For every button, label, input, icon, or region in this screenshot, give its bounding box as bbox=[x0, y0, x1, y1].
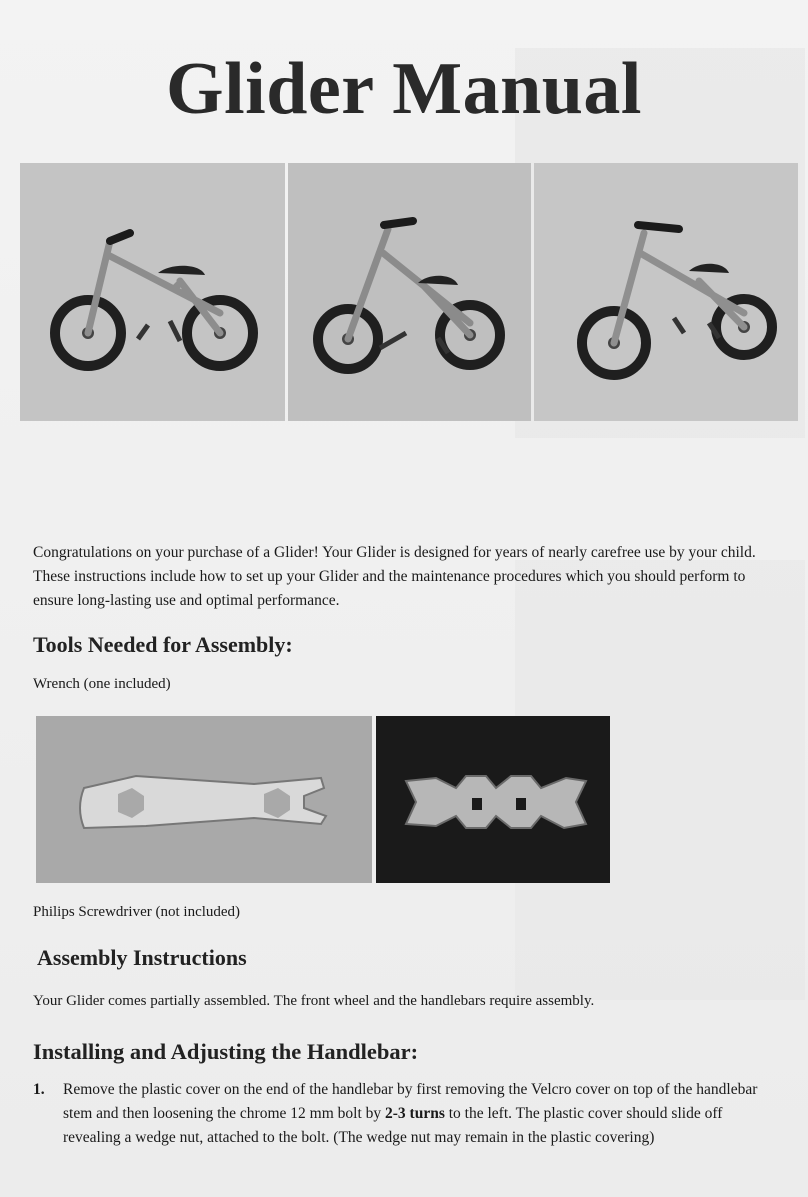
balance-bike-illustration bbox=[534, 163, 798, 421]
double-ended-wrench-photo bbox=[36, 716, 372, 883]
balance-bike-illustration bbox=[288, 163, 531, 421]
step-text-part: Remove the plastic cover on the end of the handlebar by first removing the Velcro cover on top of the handlebar stem and then loosening the chrome 12 mm bolt by bbox=[63, 1081, 758, 1122]
assembly-heading: Assembly Instructions bbox=[37, 945, 247, 970]
bike-photo-mid bbox=[288, 163, 531, 421]
bike-photo-go bbox=[534, 163, 798, 421]
screwdriver-label: Philips Screwdriver (not included) bbox=[33, 904, 241, 920]
bike-photo-strip bbox=[20, 163, 798, 421]
double-ended-wrench-illustration bbox=[36, 716, 372, 883]
balance-bike-illustration bbox=[20, 163, 285, 421]
handlebar-heading: Installing and Adjusting the Handlebar: bbox=[33, 1039, 419, 1064]
flat-spoke-wrench-illustration bbox=[376, 716, 610, 883]
page-title: Glider Manual bbox=[166, 48, 642, 130]
step-text-bold: 2-3 turns bbox=[385, 1105, 445, 1122]
step-number: 1. bbox=[33, 1081, 45, 1098]
flat-spoke-wrench-photo bbox=[376, 716, 610, 883]
step-text bbox=[63, 1078, 769, 1150]
bike-photo-junior bbox=[20, 163, 285, 421]
tools-heading: Tools Needed for Assembly: bbox=[33, 632, 293, 657]
step-text-part: to the left. The plastic cover should slide off revealing a wedge nut, attached to the bolt. (The wedge nut may remain in the plastic covering) bbox=[63, 1105, 723, 1146]
wrench-label: Wrench (one included) bbox=[33, 676, 171, 692]
intro-paragraph: Congratulations on your purchase of a Glider! Your Glider is designed for years of nearly carefree use by your child. These instructions include how to set up your Glider and the maintenance procedures which you should perform to ensure long-lasting use and optimal performance. bbox=[33, 544, 756, 609]
assembly-text: Your Glider comes partially assembled. The front wheel and the handlebars require assembly. bbox=[33, 993, 595, 1009]
